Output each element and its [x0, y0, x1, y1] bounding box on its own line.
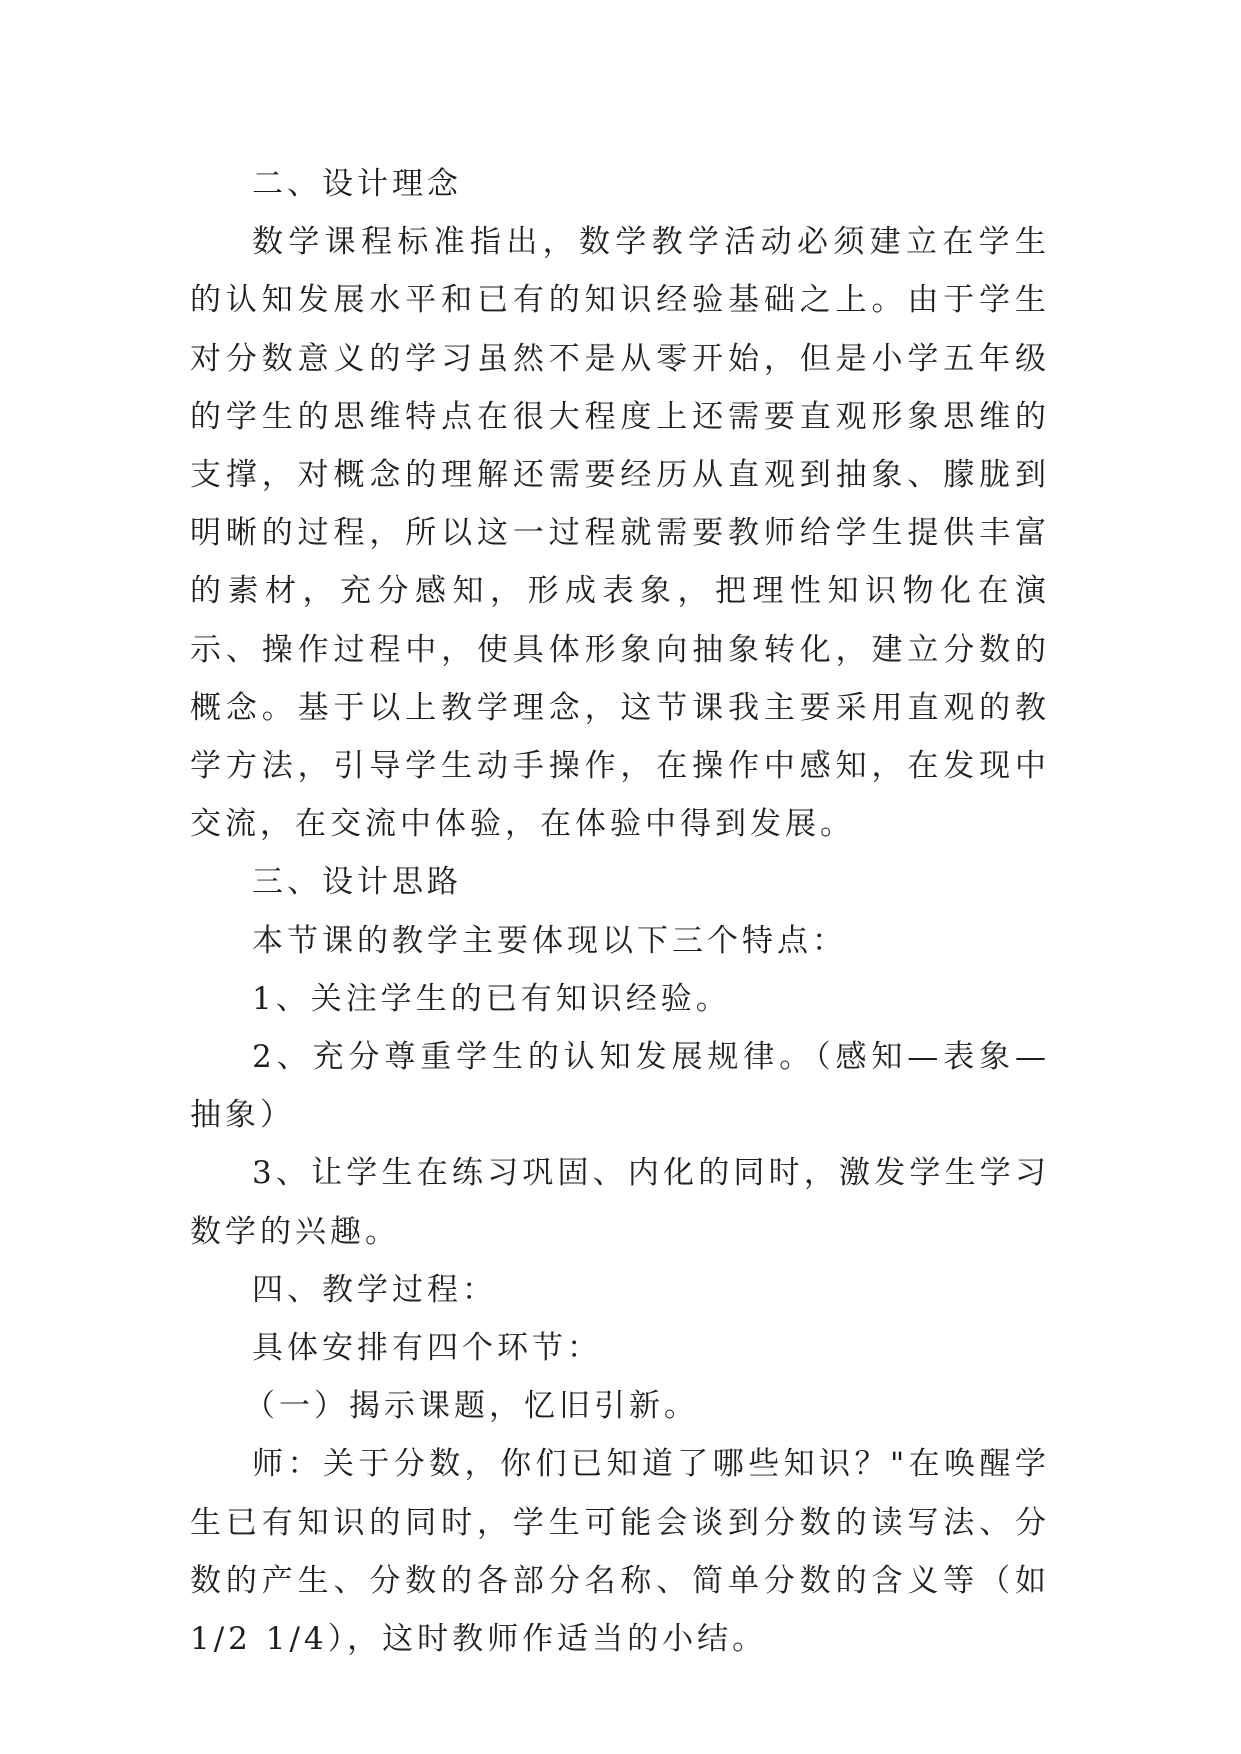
list-item-feature-3: 3、让学生在练习巩固、内化的同时，激发学生学习数学的兴趣。: [190, 1155, 1050, 1250]
paragraph-features-intro: 本节课的教学主要体现以下三个特点：: [252, 922, 847, 959]
section-heading-design-ideas: 三、设计思路: [252, 864, 462, 901]
paragraph-teacher-question: 师：关于分数，你们已知道了哪些知识？"在唤醒学生已有知识的同时，学生可能会谈到分数的读写法、分数的产生、分数的各部分名称、简单分数的含义等（如 1/2 1/4），这时教师作适当的小结。: [190, 1446, 1050, 1658]
section-heading-design-concept: 二、设计理念: [252, 166, 462, 202]
paragraph-four-stages: 具体安排有四个环节：: [252, 1330, 602, 1367]
subheading-stage-1: （一）揭示课题，忆旧引新。: [244, 1388, 699, 1425]
paragraph-design-concept: 数学课程标准指出，数学教学活动必须建立在学生的认知发展水平和已有的知识经验基础之上。由于学生对分数意义的学习虽然不是从零开始，但是小学五年级的学生的思维特点在很大程度上还需要直观形象思维的支撑，对概念的理解还需要经历从直观到抽象、朦胧到明晰的过程，所以这一过程就需要教师给学生提供丰富的素材，充分感知，形成表象，把理性知识物化在演示、操作过程中，使具体形象向抽象转化，建立分数的概念。基于以上教学理念，这节课我主要采用直观的教学方法，引导学生动手操作，在操作中感知，在发现中交流，在交流中体验，在体验中得到发展。: [190, 224, 1050, 843]
list-item-feature-1: 1、关注学生的已有知识经验。: [252, 980, 731, 1017]
document-body: [190, 155, 1050, 1668]
list-item-feature-2: 2、充分尊重学生的认知发展规律。（感知—表象—抽象）: [190, 1039, 1050, 1134]
section-heading-teaching-process: 四、教学过程：: [252, 1271, 497, 1308]
